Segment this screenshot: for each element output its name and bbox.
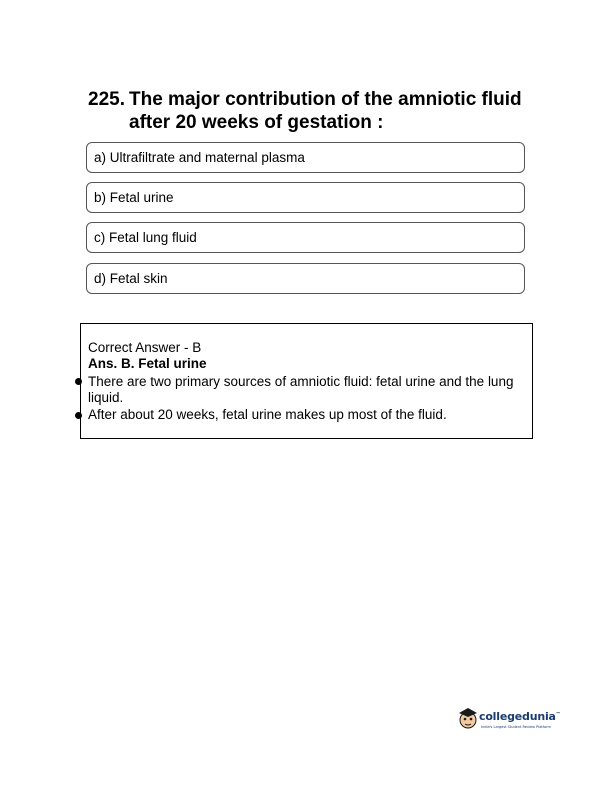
option-d[interactable]: d) Fetal skin: [86, 263, 525, 294]
option-b[interactable]: b) Fetal urine: [86, 182, 525, 213]
question-number: 225.: [88, 89, 125, 110]
bullet-icon: [75, 378, 82, 385]
logo-wordmark: collegedunia™: [479, 710, 561, 723]
question-text: The major contribution of the amniotic fluid after 20 weeks of gestation :: [129, 89, 522, 133]
logo-tagline: India's Largest Student Review Platform: [481, 725, 551, 729]
answer-bullet-1: There are two primary sources of amniotic fluid: fetal urine and the lung liquid.: [88, 374, 514, 405]
logo-mascot-icon: [457, 706, 479, 732]
option-c[interactable]: c) Fetal lung fluid: [86, 222, 525, 253]
correct-answer-label: Correct Answer - B: [88, 340, 202, 355]
answer-bullet-2: After about 20 weeks, fetal urine makes up most of the fluid.: [88, 407, 447, 422]
answer-heading: Ans. B. Fetal urine: [88, 356, 207, 371]
option-a[interactable]: a) Ultrafiltrate and maternal plasma: [86, 142, 525, 173]
bullet-icon: [75, 412, 82, 419]
logo-trademark: ™: [555, 711, 561, 718]
